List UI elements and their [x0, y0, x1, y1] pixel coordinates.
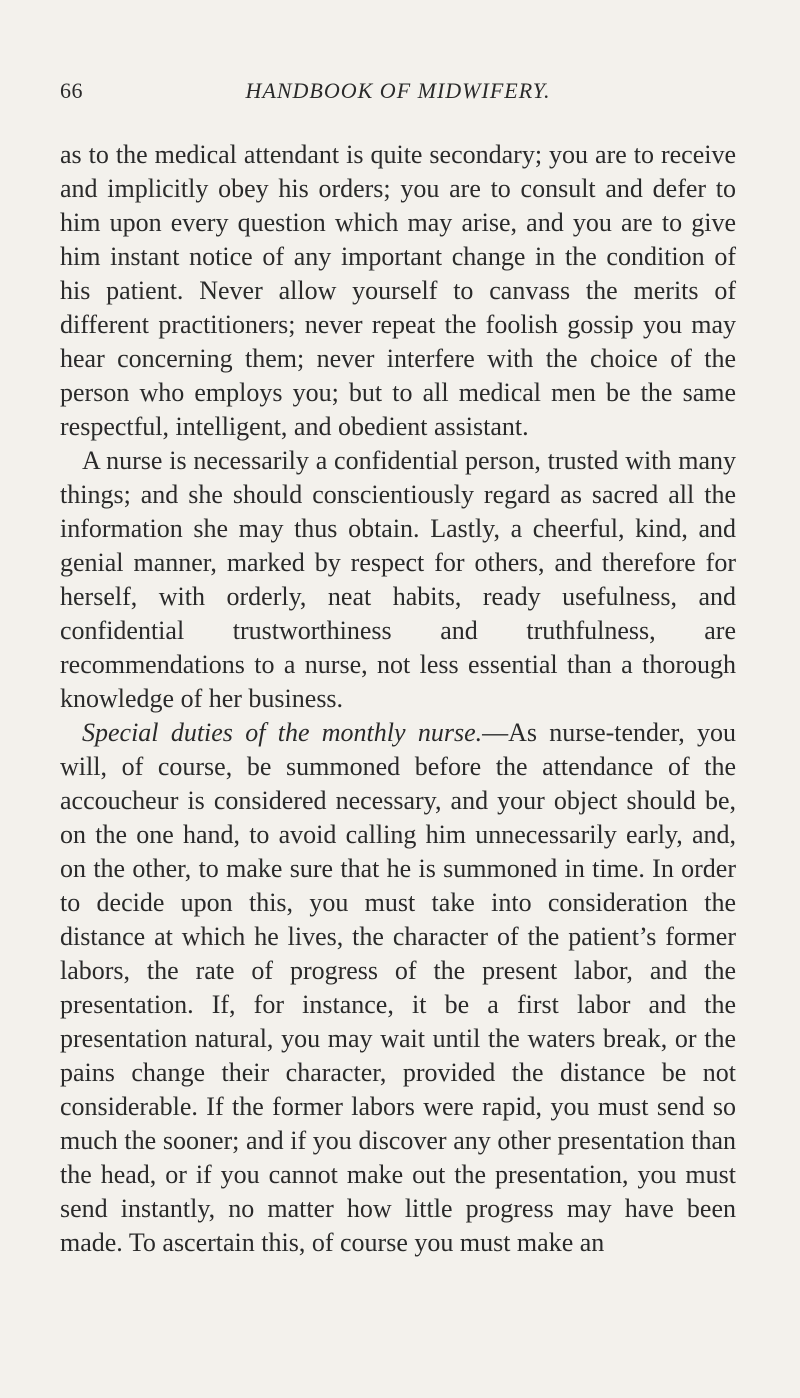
paragraph-continuation: as to the medical attendant is quite secondary; you are to receive and implicitly obey his orders; you are to consult and defer to him upon every question which may arise, and you are to give him instant notice of any important change in the condition of his patient. Never allow yourself to canvass the merits of different practitioners; never repeat the foolish gossip you may hear concerning them; never interfere with the choice of the person who employs you; but to all medical men be the same respectful, intelligent, and obedient assistant. — [60, 140, 736, 441]
paragraph-confidential-person: A nurse is necessarily a confidential person, trusted with many things; and she should conscientiously regard as sacred all the information she may thus obtain. Lastly, a cheerful, kind, and genial manner, marked by respect for others, and therefore for herself, with orderly, neat habits, ready usefulness, and confidential trustworthiness and truthfulness, are recommendations to a nurse, not less essential than a thorough knowledge of her business. — [60, 446, 736, 713]
page-number: 66 — [60, 78, 83, 103]
running-head: HANDBOOK OF MIDWIFERY. — [245, 78, 551, 103]
paragraph-special-duties — [60, 716, 736, 1260]
body-text — [60, 138, 736, 1260]
special-duties-text: —As nurse-tender, you will, of course, be summoned before the attendance of the accoucheur is considered necessary, and your object should be, on the one hand, to avoid calling him unnecessarily early, and, on the other, to make sure that he is summoned in time. In order to decide upon this, you must take into consideration the distance at which he lives, the character of the patient’s former labors, the rate of progress of the present labor, and the presentation. If, for instance, it be a first labor and the presentation natural, you may wait until the waters break, or the pains change their character, provided the distance be not considerable. If the former labors were rapid, you must send so much the sooner; and if you discover any other presentation than the head, or if you cannot make out the presentation, you must send instantly, no matter how little progress may have been made. To ascertain this, of course you must make an — [60, 718, 736, 1257]
section-heading-special-duties: Special duties of the monthly nurse. — [82, 718, 483, 747]
page-header — [60, 78, 736, 108]
